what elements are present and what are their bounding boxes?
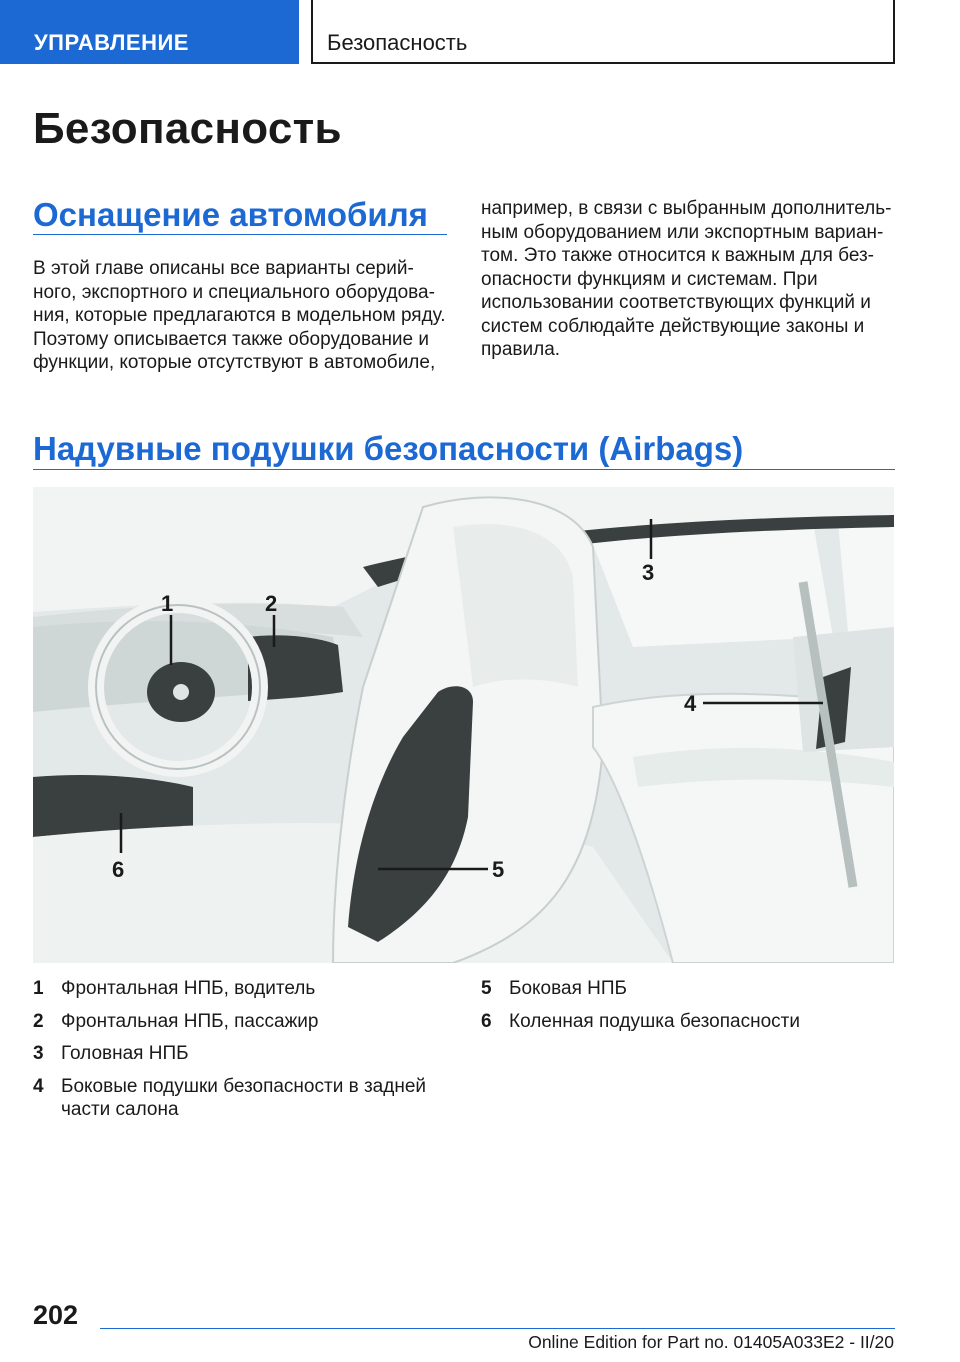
equipment-heading-rule — [33, 234, 447, 235]
legend-text: Головная НПБ — [61, 1043, 189, 1064]
legend-item — [33, 1010, 453, 1034]
legend-right — [481, 977, 895, 1042]
legend-item — [33, 977, 453, 1001]
callout-4: 4 — [684, 691, 697, 716]
legend-item — [33, 1075, 433, 1122]
callout-5: 5 — [492, 857, 505, 882]
legend-item — [481, 1010, 895, 1034]
legend-number: 4 — [33, 1075, 44, 1097]
section-tab-label: УПРАВЛЕНИЕ — [34, 30, 189, 55]
page-title: Безопасность — [33, 104, 342, 153]
legend-text: Боковая НПБ — [509, 978, 627, 999]
equipment-text-left: В этой главе описаны все варианты серий- ного, экспортного и специального оборудова- ния, которые предлагаются в модельном ряду. Поэтому описывается также оборудование и функции, которые отсутствуют в автомобиле, — [33, 258, 446, 373]
legend-left — [33, 977, 453, 1131]
breadcrumb — [311, 0, 895, 64]
legend-item — [481, 977, 895, 1001]
legend-text: Фронтальная НПБ, водитель — [61, 978, 316, 999]
legend-number: 1 — [33, 978, 44, 999]
callout-1: 1 — [161, 591, 174, 616]
airbags-heading: Надувные подушки безопасности (Airbags) — [33, 430, 744, 467]
legend-text: Боковые подушки безопасности в задней части салона — [61, 1075, 426, 1120]
footer-rule — [100, 1328, 895, 1329]
legend-text: Коленная подушка безопасности — [509, 1010, 800, 1032]
edition-footer: Online Edition for Part no. 01405A033E2 - II/20 — [528, 1332, 894, 1352]
page-number: 202 — [33, 1300, 79, 1330]
callout-2: 2 — [265, 591, 278, 616]
callout-6: 6 — [112, 857, 125, 882]
airbag-illustration — [33, 487, 894, 963]
equipment-heading: Оснащение автомобиля — [33, 196, 428, 233]
equipment-text-right: например, в связи с выбранным дополнитель- ным оборудованием или экспортным вариан- том. Это также относится к важным для без- опасности функциям и системам. При использовании соответствующих функций и систем соблюдайте действующие законы и правила. — [481, 198, 892, 360]
airbags-heading-rule — [33, 469, 895, 470]
legend-text: Фронтальная НПБ, пассажир — [61, 1010, 319, 1032]
breadcrumb-label: Безопасность — [327, 30, 468, 55]
legend-number: 6 — [481, 1010, 492, 1032]
section-tab[interactable] — [0, 0, 299, 64]
legend-number: 5 — [481, 978, 492, 999]
legend-item — [33, 1042, 453, 1066]
legend-number: 2 — [33, 1010, 44, 1032]
legend-number: 3 — [33, 1043, 44, 1064]
callout-3: 3 — [642, 560, 655, 585]
